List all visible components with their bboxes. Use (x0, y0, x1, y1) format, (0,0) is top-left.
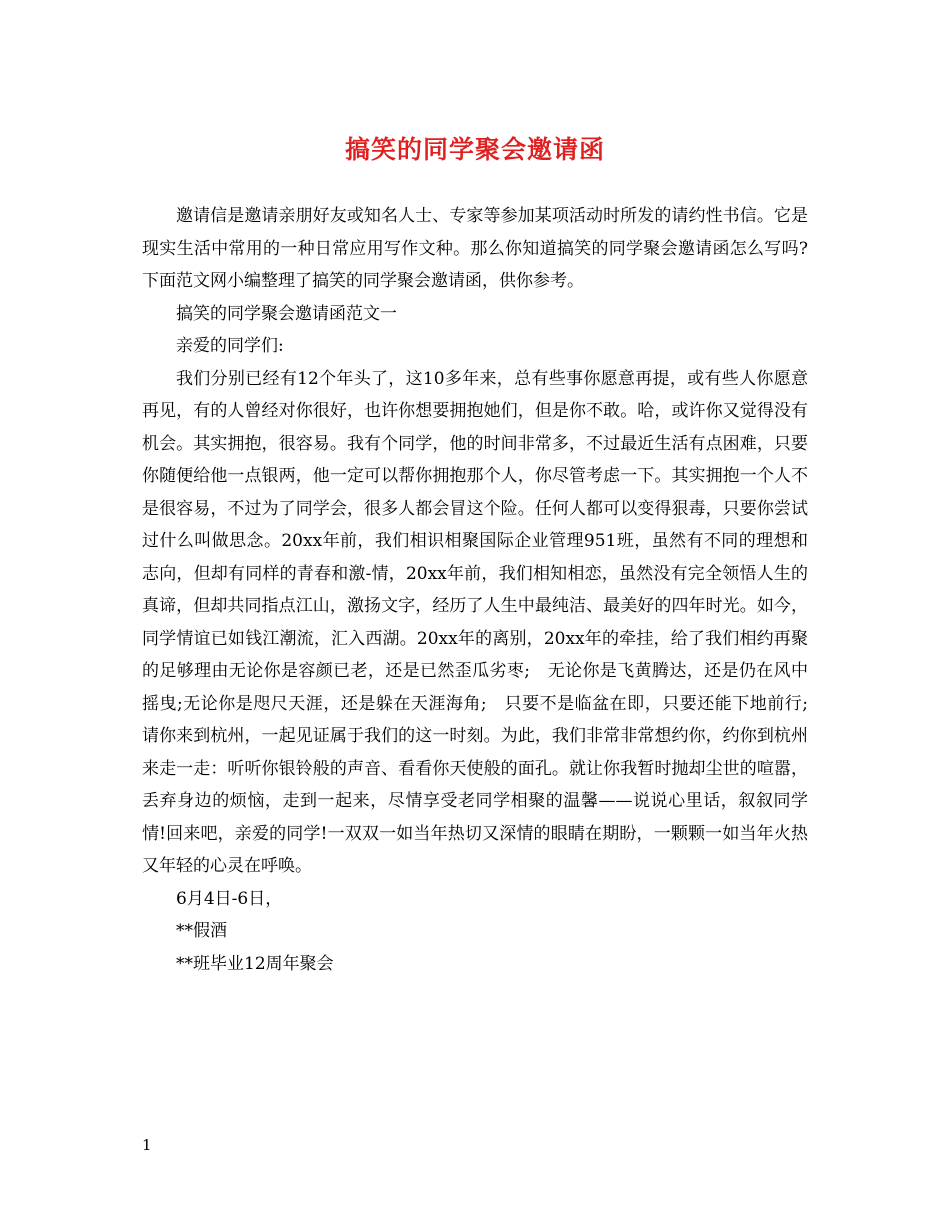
page-number: 1 (142, 1136, 152, 1154)
event-line: **班毕业12周年聚会 (176, 953, 334, 974)
greeting-line: 亲爱的同学们: (176, 336, 284, 356)
sample-heading: 搞笑的同学聚会邀请函范文一 (176, 303, 397, 324)
document-title: 搞笑的同学聚会邀请函 (344, 135, 605, 164)
intro-paragraph: 邀请信是邀请亲朋好友或知名人士、专家等参加某项活动时所发的请约性书信。它是现实生活中常用的一种日常应用写作文种。那么你知道搞笑的同学聚会邀请函怎么写吗?下面范文网小编整理了搞笑的同学聚会邀请函，供你参考。 (142, 206, 808, 291)
date-line: 6月4日-6日， (176, 888, 283, 909)
document-body (142, 200, 825, 980)
venue-line: **假酒 (176, 921, 227, 941)
main-paragraph: 我们分别已经有12个年头了，这10多年来，总有些事你愿意再提，或有些人你愿意再见，有的人曾经对你很好，也许你想要拥抱她们，但是你不敢。哈，或许你又觉得没有机会。其实拥抱，很容易。我有个同学，他的时间非常多，不过最近生活有点困难，只要你随便给他一点银两，他一定可以帮你拥抱那个人，你尽管考虑一下。其实拥抱一个人不是很容易，不过为了同学会，很多人都会冒这个险。任何人都可以变得狠毒，只要你尝试过什么叫做思念。20xx年前，我们相识相聚国际企业管理951班，虽然有不同的理想和志向，但却有同样的青春和激-情，20xx年前，我们相知相恋，虽然没有完全领悟人生的真谛，但却共同指点江山，激扬文字，经历了人生中最纯洁、最美好的四年时光。如今，同学情谊已如钱江潮流，汇入西湖。20xx年的离别，20xx年的牵挂，给了我们相约再聚的足够理由无论你是容颜已老，还是已然歪瓜劣枣; 无论你是飞黄腾达，还是仍在风中摇曳;无论你是咫尺天涯，还是躲在天涯海角; 只要不是临盆在即，只要还能下地前行; 请你来到杭州，一起见证属于我们的这一时刻。为此，我们非常非常想约你，约你到杭州来走一走：听听你银铃般的声音、看看你天使般的面孔。就让你我暂时抛却尘世的喧嚣，丢弃身边的烦恼，走到一起来，尽情享受老同学相聚的温馨——说说心里话，叙叙同学情!回来吧，亲爱的同学!一双双一如当年热切又深情的眼睛在期盼，一颗颗一如当年火热又年轻的心灵在呼唤。 (142, 368, 825, 876)
